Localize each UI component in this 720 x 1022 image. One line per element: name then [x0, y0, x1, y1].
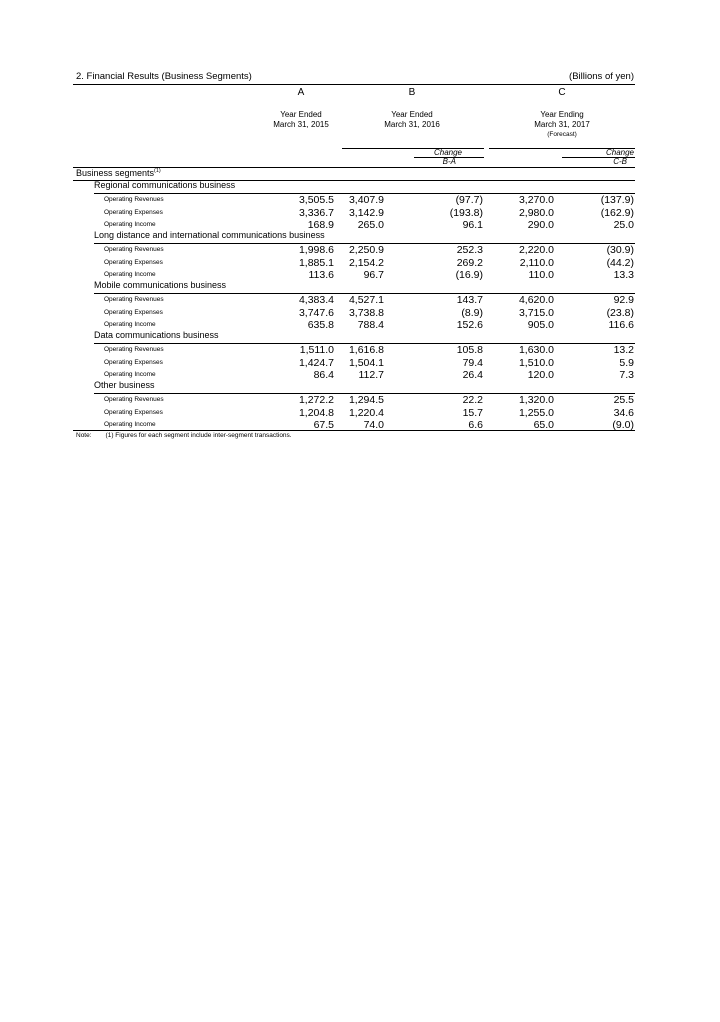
cell-b: 1,616.8 [348, 344, 384, 356]
header-top-rule [73, 84, 635, 85]
column-letter-b: B [408, 87, 416, 98]
cell-cb: (9.0) [612, 419, 634, 431]
cell-cb: 7.3 [619, 369, 634, 381]
table-row [0, 344, 720, 356]
cell-c: 1,630.0 [518, 344, 554, 356]
table-row [0, 307, 720, 319]
row-label: Operating Expenses [104, 408, 163, 416]
cell-ba: 96.1 [462, 219, 483, 231]
segment-name: Mobile communications business [94, 280, 227, 290]
cell-a: 113.6 [308, 269, 334, 281]
cell-a: 635.8 [307, 319, 334, 331]
units-label: (Billions of yen) [569, 71, 634, 82]
cell-a: 3,747.6 [298, 306, 334, 319]
table-row [0, 407, 720, 419]
row-label: Operating Expenses [104, 308, 163, 316]
cell-cb: (30.9) [606, 244, 634, 256]
cell-c: 1,255.0 [518, 406, 554, 419]
cell-b: 3,738.8 [348, 306, 384, 319]
row-label: Operating Revenues [104, 296, 164, 303]
cell-c: 905.0 [527, 319, 554, 331]
cell-b: 3,407.9 [348, 194, 384, 206]
row-label: Operating Income [104, 321, 156, 328]
cell-c: 110.0 [528, 269, 554, 281]
cell-c: 1,510.0 [518, 356, 554, 369]
cell-b: 2,250.9 [348, 244, 384, 256]
cell-b: 74.0 [363, 419, 384, 431]
row-label: Operating Revenues [104, 396, 164, 403]
cell-cb: 25.0 [613, 219, 634, 231]
row-label: Operating Income [104, 371, 156, 378]
cell-b: 3,142.9 [348, 206, 384, 219]
cell-ba: 22.2 [462, 394, 483, 406]
change-ba-label: Change [433, 148, 462, 157]
business-segments-label: Business segments$^{(1)}$ [76, 168, 161, 178]
cell-cb: (162.9) [600, 206, 634, 219]
row-label: Operating Income [104, 421, 156, 428]
page-title: 2. Financial Results (Business Segments) [76, 71, 252, 82]
change-ba-formula: B-A [442, 157, 456, 166]
column-letter-a: A [297, 87, 305, 98]
cell-ba: 26.4 [462, 369, 483, 381]
cell-a: 1,204.8 [298, 406, 334, 419]
cell-b: 112.7 [358, 369, 384, 381]
segment-name: Other business [94, 380, 155, 390]
change-cb-formula: C-B [613, 157, 627, 166]
cell-b: 4,527.1 [348, 294, 384, 306]
cell-a: 1,272.2 [298, 394, 334, 406]
table-row [0, 357, 720, 369]
cell-ba: 15.7 [462, 406, 483, 419]
cell-cb: 92.9 [613, 294, 634, 306]
cell-c: 1,320.0 [518, 394, 554, 406]
table-row [0, 207, 720, 219]
cell-c: 3,715.0 [518, 306, 554, 319]
cell-b: 788.4 [357, 319, 384, 331]
cell-a: 168.9 [307, 219, 334, 231]
table-bottom-rule [73, 430, 635, 431]
cell-cb: (44.2) [606, 256, 634, 269]
cell-a: 86.4 [313, 369, 334, 381]
cell-b: 96.7 [363, 269, 384, 281]
cell-c: 2,220.0 [518, 244, 554, 256]
cell-ba: (16.9) [455, 269, 483, 281]
cell-cb: 34.6 [613, 406, 634, 419]
segment-name: Long distance and international communications business [94, 230, 325, 240]
row-label: Operating Revenues [104, 346, 164, 353]
cell-a: 67.5 [313, 419, 334, 431]
segment-name: Regional communications business [94, 180, 236, 190]
cell-a: 3,505.5 [298, 194, 334, 206]
table-row [0, 394, 720, 406]
cell-ba: 152.6 [456, 319, 483, 331]
cell-cb: (23.8) [606, 306, 634, 319]
cell-ba: 252.3 [456, 244, 483, 256]
table-row [0, 294, 720, 306]
cell-ba: 105.8 [456, 344, 483, 356]
cell-ba: 143.7 [456, 294, 483, 306]
column-period-b: Year Ended March 31, 2016 [384, 110, 440, 129]
cell-ba: (8.9) [461, 306, 483, 319]
column-period-c: Year Ending March 31, 2017 (Forecast) [534, 110, 590, 138]
cell-b: 1,220.4 [348, 406, 384, 419]
column-letter-c: C [558, 87, 566, 98]
cell-a: 1,424.7 [298, 356, 334, 369]
cell-ba: 79.4 [462, 356, 483, 369]
cell-a: 3,336.7 [298, 206, 334, 219]
cell-a: 1,511.0 [299, 344, 334, 356]
segment-name: Data communications business [94, 330, 219, 340]
row-label: Operating Expenses [104, 208, 163, 216]
row-label: Operating Income [104, 271, 156, 278]
table-row [0, 194, 720, 206]
cell-c: 65.0 [533, 419, 554, 431]
cell-ba: 6.6 [468, 419, 483, 431]
cell-b: 1,504.1 [348, 356, 384, 369]
cell-c: 2,980.0 [518, 206, 554, 219]
cell-cb: 13.2 [613, 344, 634, 356]
table-row [0, 244, 720, 256]
cell-c: 2,110.0 [519, 256, 554, 269]
cell-a: 1,998.6 [298, 244, 334, 256]
cell-c: 290.0 [527, 219, 554, 231]
cell-c: 120.0 [527, 369, 554, 381]
column-period-a: Year Ended March 31, 2015 [273, 110, 329, 129]
cell-cb: 116.6 [608, 319, 634, 331]
cell-ba: (97.7) [455, 194, 483, 206]
cell-a: 4,383.4 [298, 294, 334, 306]
cell-b: 265.0 [357, 219, 384, 231]
cell-ba: (193.8) [449, 206, 483, 219]
cell-cb: 13.3 [613, 269, 634, 281]
row-label: Operating Expenses [104, 358, 163, 366]
cell-c: 4,620.0 [518, 294, 554, 306]
footnote: Note: (1) Figures for each segment include inter-segment transactions. [76, 432, 292, 439]
cell-b: 2,154.2 [348, 256, 384, 269]
row-label: Operating Revenues [104, 246, 164, 253]
cell-cb: 5.9 [619, 356, 634, 369]
cell-b: 1,294.5 [348, 394, 384, 406]
table-row [0, 257, 720, 269]
row-label: Operating Income [104, 221, 156, 228]
cell-c: 3,270.0 [518, 194, 554, 206]
cell-cb: (137.9) [600, 194, 634, 206]
change-cb-label: Change [605, 148, 634, 157]
cell-ba: 269.2 [456, 256, 483, 269]
cell-a: 1,885.1 [298, 256, 334, 269]
row-label: Operating Expenses [104, 258, 163, 266]
cell-cb: 25.5 [613, 394, 634, 406]
row-label: Operating Revenues [104, 196, 164, 203]
